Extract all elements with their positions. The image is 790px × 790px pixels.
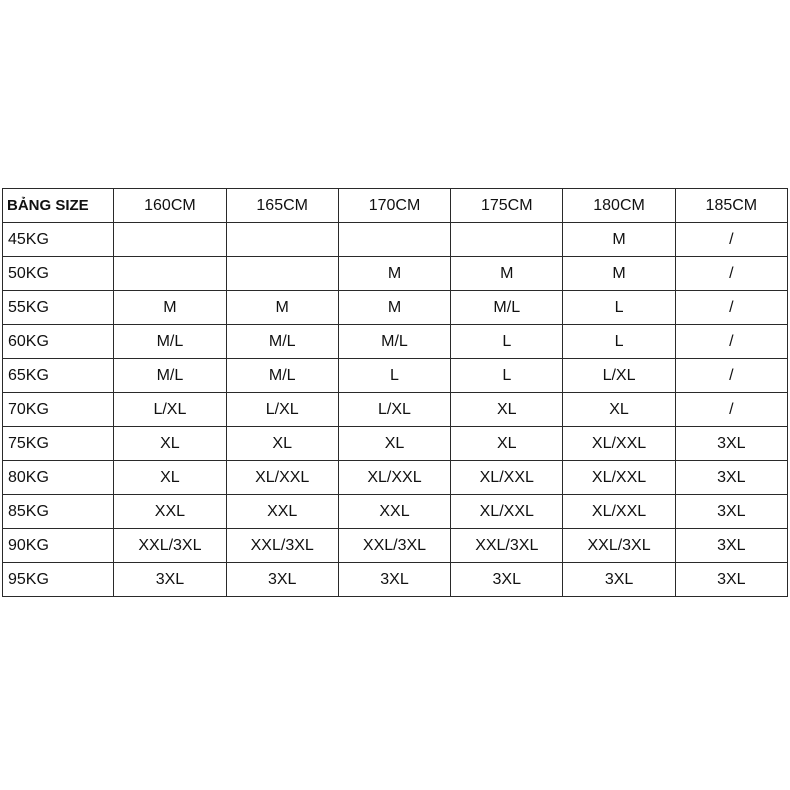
size-cell: XL/XXL bbox=[563, 495, 675, 529]
size-cell: XL bbox=[338, 427, 450, 461]
size-cell: XL bbox=[114, 461, 226, 495]
size-cell: XL bbox=[114, 427, 226, 461]
size-cell: 3XL bbox=[451, 563, 563, 597]
size-cell: L bbox=[451, 325, 563, 359]
size-cell: XXL/3XL bbox=[114, 529, 226, 563]
size-cell: L bbox=[451, 359, 563, 393]
size-cell: XL bbox=[451, 427, 563, 461]
height-header: 180CM bbox=[563, 189, 675, 223]
size-cell: XXL/3XL bbox=[563, 529, 675, 563]
size-cell: M/L bbox=[226, 325, 338, 359]
size-cell: XXL/3XL bbox=[338, 529, 450, 563]
size-cell: / bbox=[675, 291, 787, 325]
size-cell: XXL bbox=[226, 495, 338, 529]
weight-label: 60KG bbox=[3, 325, 114, 359]
weight-label: 90KG bbox=[3, 529, 114, 563]
size-cell: 3XL bbox=[563, 563, 675, 597]
size-cell bbox=[226, 223, 338, 257]
size-cell: XL/XXL bbox=[451, 495, 563, 529]
size-cell: M bbox=[338, 291, 450, 325]
size-cell: / bbox=[675, 223, 787, 257]
size-cell: L/XL bbox=[563, 359, 675, 393]
size-cell bbox=[338, 223, 450, 257]
size-cell: XXL bbox=[114, 495, 226, 529]
size-cell: M bbox=[226, 291, 338, 325]
size-cell bbox=[114, 257, 226, 291]
weight-label: 45KG bbox=[3, 223, 114, 257]
table-row bbox=[3, 359, 788, 393]
size-cell: 3XL bbox=[675, 495, 787, 529]
corner-label: BẢNG SIZE bbox=[3, 189, 114, 223]
size-cell: / bbox=[675, 257, 787, 291]
size-cell: M/L bbox=[338, 325, 450, 359]
height-header: 170CM bbox=[338, 189, 450, 223]
height-header: 185CM bbox=[675, 189, 787, 223]
size-cell: / bbox=[675, 359, 787, 393]
size-cell: XL/XXL bbox=[338, 461, 450, 495]
size-cell: 3XL bbox=[675, 461, 787, 495]
size-cell bbox=[226, 257, 338, 291]
table-row bbox=[3, 529, 788, 563]
size-cell: M bbox=[451, 257, 563, 291]
table-row bbox=[3, 461, 788, 495]
size-cell: L/XL bbox=[338, 393, 450, 427]
table-row bbox=[3, 325, 788, 359]
size-cell: XL bbox=[451, 393, 563, 427]
height-header: 175CM bbox=[451, 189, 563, 223]
size-cell: M bbox=[563, 223, 675, 257]
weight-label: 95KG bbox=[3, 563, 114, 597]
size-cell: 3XL bbox=[675, 529, 787, 563]
size-cell: XXL/3XL bbox=[451, 529, 563, 563]
header-row bbox=[3, 189, 788, 223]
size-cell: M/L bbox=[114, 325, 226, 359]
height-header: 165CM bbox=[226, 189, 338, 223]
size-cell: L bbox=[563, 325, 675, 359]
table-row bbox=[3, 291, 788, 325]
size-cell: M bbox=[114, 291, 226, 325]
size-cell: XL bbox=[226, 427, 338, 461]
table-row bbox=[3, 393, 788, 427]
table-row bbox=[3, 223, 788, 257]
weight-label: 85KG bbox=[3, 495, 114, 529]
size-cell: L/XL bbox=[226, 393, 338, 427]
size-cell: XL/XXL bbox=[563, 461, 675, 495]
table-row bbox=[3, 495, 788, 529]
size-cell: M bbox=[563, 257, 675, 291]
size-cell: L bbox=[338, 359, 450, 393]
size-cell: / bbox=[675, 393, 787, 427]
size-cell: M bbox=[338, 257, 450, 291]
size-cell: 3XL bbox=[114, 563, 226, 597]
weight-label: 80KG bbox=[3, 461, 114, 495]
table-row bbox=[3, 427, 788, 461]
size-cell: M/L bbox=[114, 359, 226, 393]
weight-label: 55KG bbox=[3, 291, 114, 325]
size-cell: 3XL bbox=[226, 563, 338, 597]
weight-label: 75KG bbox=[3, 427, 114, 461]
size-cell: L/XL bbox=[114, 393, 226, 427]
size-cell bbox=[114, 223, 226, 257]
size-cell: XL/XXL bbox=[226, 461, 338, 495]
size-cell: XL bbox=[563, 393, 675, 427]
weight-label: 70KG bbox=[3, 393, 114, 427]
size-cell: M/L bbox=[451, 291, 563, 325]
size-cell bbox=[451, 223, 563, 257]
size-cell: XL/XXL bbox=[451, 461, 563, 495]
size-cell: M/L bbox=[226, 359, 338, 393]
size-cell: 3XL bbox=[675, 427, 787, 461]
size-chart-table bbox=[2, 188, 788, 597]
size-cell: 3XL bbox=[338, 563, 450, 597]
size-cell: L bbox=[563, 291, 675, 325]
size-chart-body bbox=[3, 189, 788, 597]
size-cell: XL/XXL bbox=[563, 427, 675, 461]
size-cell: XXL/3XL bbox=[226, 529, 338, 563]
weight-label: 65KG bbox=[3, 359, 114, 393]
size-cell: / bbox=[675, 325, 787, 359]
table-row bbox=[3, 563, 788, 597]
size-cell: 3XL bbox=[675, 563, 787, 597]
height-header: 160CM bbox=[114, 189, 226, 223]
size-cell: XXL bbox=[338, 495, 450, 529]
weight-label: 50KG bbox=[3, 257, 114, 291]
table-row bbox=[3, 257, 788, 291]
